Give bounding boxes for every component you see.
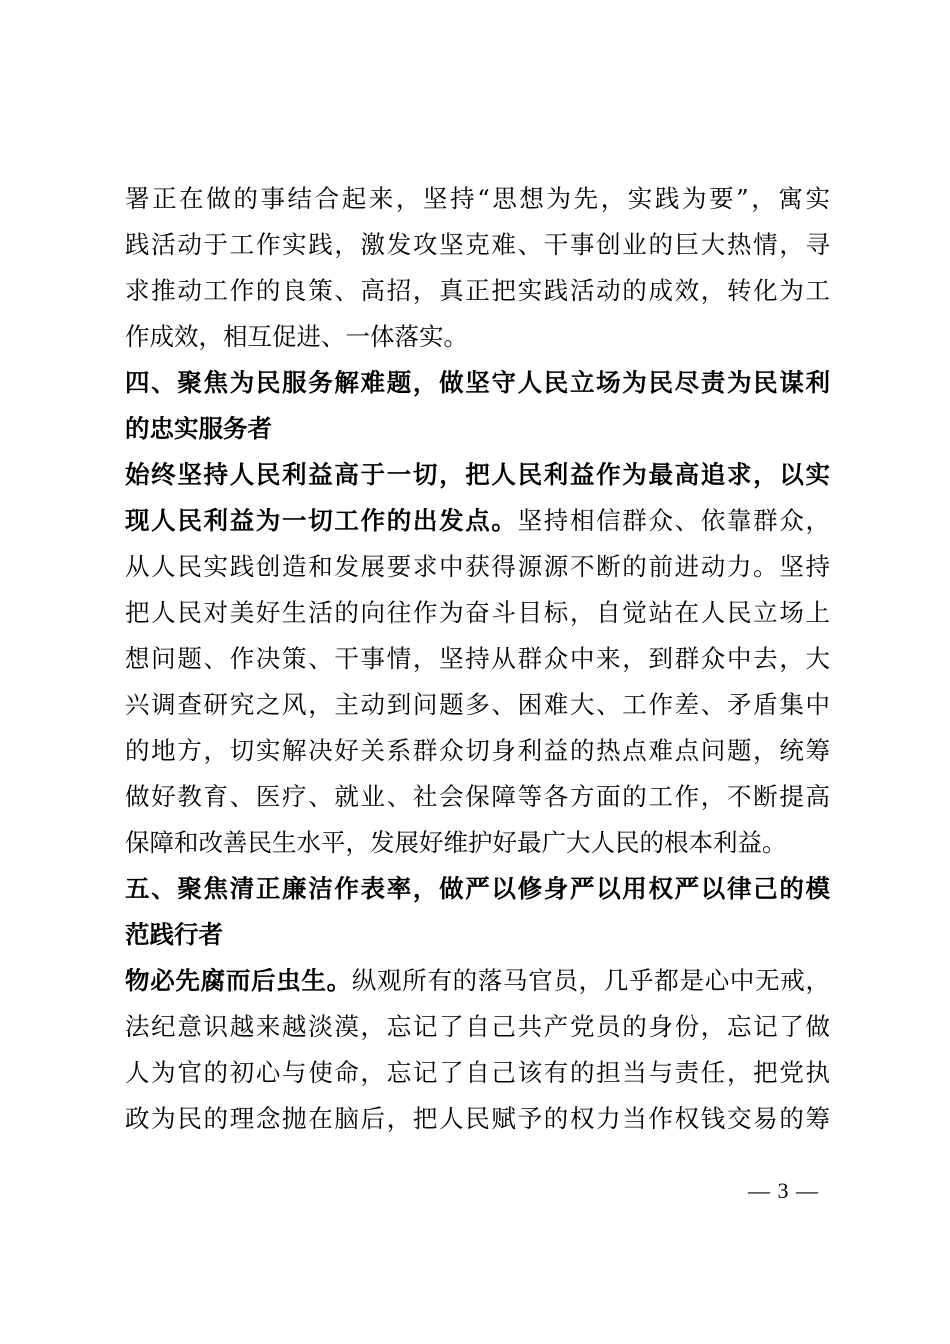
section-heading-5-cont: 范践行者 xyxy=(125,920,223,949)
document-body xyxy=(125,176,830,1142)
lead-sentence-bold: 物必先腐而后虫生。 xyxy=(125,966,352,995)
body-line-mixed xyxy=(125,958,830,1004)
section-heading-4-cont: 的忠实服务者 xyxy=(125,414,272,443)
body-line: 的地方，切实解决好关系群众切身利益的热点难点问题，统筹 xyxy=(125,736,830,765)
lead-sentence-bold: 始终坚持人民利益高于一切，把人民利益作为最高追求，以实 xyxy=(125,460,830,489)
body-line: 作成效，相互促进、一体落实。 xyxy=(125,322,468,351)
body-text: 纵观所有的落马官员，几乎都是心中无戒， xyxy=(351,966,830,995)
body-line: 做好教育、医疗、就业、社会保障等各方面的工作，不断提高 xyxy=(125,782,830,811)
body-line: 法纪意识越来越淡漠，忘记了自己共产党员的身份，忘记了做 xyxy=(125,1012,830,1041)
body-line: 求推动工作的良策、高招，真正把实践活动的成效，转化为工 xyxy=(125,276,830,305)
body-line: 想问题、作决策、干事情，坚持从群众中来，到群众中去，大 xyxy=(125,644,830,673)
lead-sentence-bold: 现人民利益为一切工作的出发点。 xyxy=(125,506,518,535)
body-line: 署正在做的事结合起来，坚持“思想为先，实践为要”，寓实 xyxy=(125,184,830,213)
body-line: 人为官的初心与使命，忘记了自己该有的担当与责任，把党执 xyxy=(125,1058,830,1087)
body-line: 践活动于工作实践，激发攻坚克难、干事创业的巨大热情，寻 xyxy=(125,230,830,259)
body-line-mixed xyxy=(125,498,830,544)
page-number: — 3 — xyxy=(748,1178,819,1203)
body-text: 坚持相信群众、依靠群众， xyxy=(517,506,830,535)
body-line: 政为民的理念抛在脑后，把人民赋予的权力当作权钱交易的筹 xyxy=(125,1104,830,1133)
body-line: 兴调查研究之风，主动到问题多、困难大、工作差、矛盾集中 xyxy=(125,690,830,719)
section-heading-4: 四、聚焦为民服务解难题，做坚守人民立场为民尽责为民谋利 xyxy=(125,368,830,397)
body-line: 从人民实践创造和发展要求中获得源源不断的前进动力。坚持 xyxy=(125,552,830,581)
section-heading-5: 五、聚焦清正廉洁作表率，做严以修身严以用权严以律己的模 xyxy=(125,874,830,903)
body-line: 保障和改善民生水平，发展好维护好最广大人民的根本利益。 xyxy=(125,828,787,857)
body-line: 把人民对美好生活的向往作为奋斗目标，自觉站在人民立场上 xyxy=(125,598,830,627)
